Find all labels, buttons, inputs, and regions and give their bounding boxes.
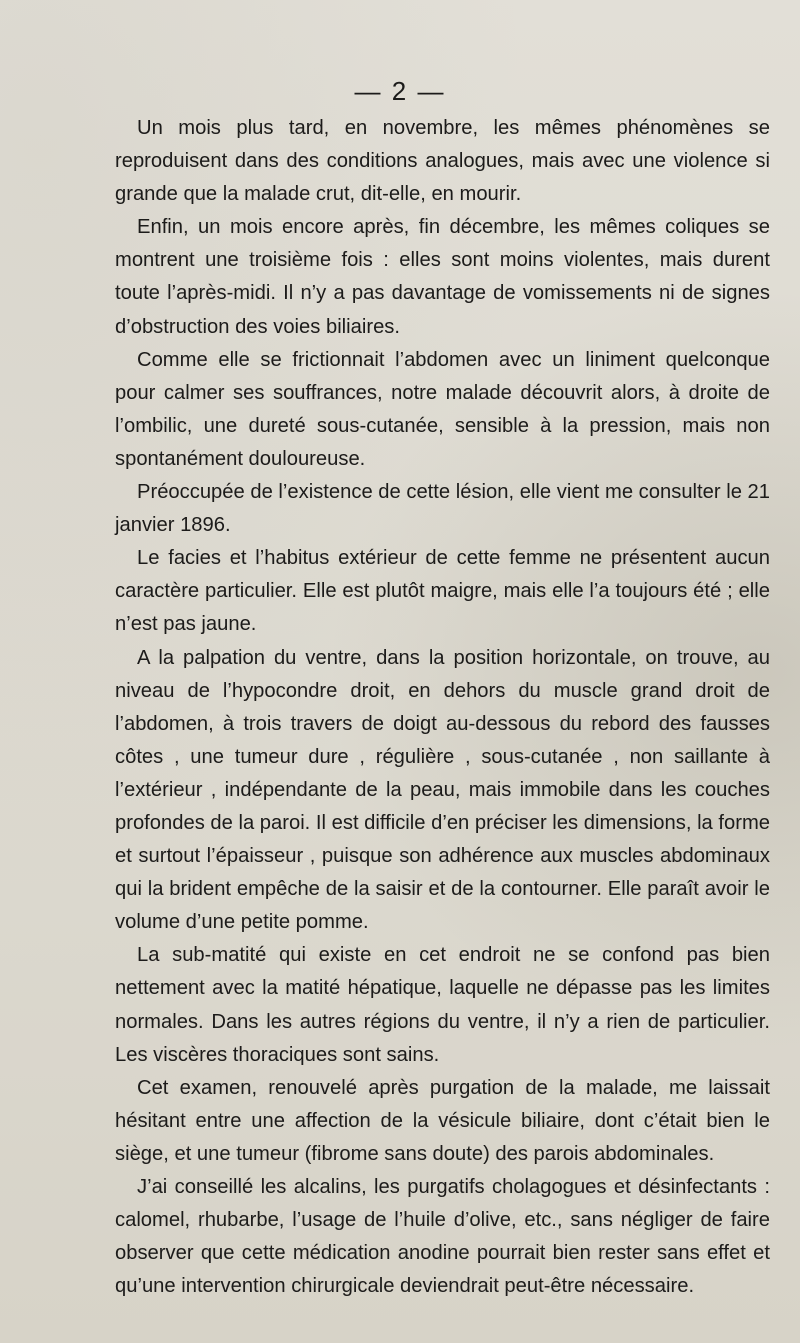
paragraph: Préoccupée de l’existence de cette lésion, elle vient me consulter le 21 janvier 1896. — [115, 481, 770, 537]
paragraph: La sub-matité qui existe en cet endroit ne se confond pas bien nettement avec la matité hépatique, laquelle ne dépasse pas les limites normales. Dans les autres régions du ventre, il n’y a rien de particulier. Les viscères thoraciques sont sains. — [115, 944, 770, 1066]
paragraph: Un mois plus tard, en novembre, les mêmes phénomènes se reproduisent dans des conditions analogues, mais avec une violence si grande que la malade crut, dit-elle, en mourir. — [115, 117, 770, 206]
page-number: — 2 — — [354, 76, 446, 106]
paragraph: A la palpation du ventre, dans la position horizontale, on trouve, au niveau de l’hypocondre droit, en dehors du muscle grand droit de l’abdomen, à trois travers de doigt au-dessous du rebord des fausses côtes , une tumeur dure , régulière , sous-cutanée , non saillante à l’extérieur , indépendante de la peau, mais immobile dans les couches profondes de la paroi. Il est difficile d’en préciser les dimensions, la forme et surtout l’épaisseur , puisque son adhérence aux muscles abdominaux qui la brident empêche de la saisir et de la contourner. Elle paraît avoir le volume d’une petite pomme. — [115, 646, 770, 934]
paragraph: J’ai conseillé les alcalins, les purgatifs cholagogues et désinfectants : calomel, rhubarbe, l’usage de l’huile d’olive, etc., sans négliger de faire observer que cette médication anodine pourrait bien rester sans effet et qu’une intervention chirurgicale deviendrait peut-être nécessaire. — [115, 1176, 770, 1298]
paragraph: Enfin, un mois encore après, fin décembre, les mêmes coliques se montrent une troisième fois : elles sont moins violentes, mais durent toute l’après-midi. Il n’y a pas davantage de vomissements ni de signes d’obstruction des voies biliaires. — [115, 216, 770, 338]
paragraph: Cet examen, renouvelé après purgation de la malade, me laissait hésitant entre une affection de la vésicule biliaire, dont c’était bien le siège, et une tumeur (fibrome sans doute) des parois abdominales. — [115, 1076, 770, 1165]
body-text — [115, 112, 770, 1303]
paragraph: Comme elle se frictionnait l’abdomen avec un liniment quelconque pour calmer ses souffrances, notre malade découvrit alors, à droite de l’ombilic, une dureté sous-cutanée, sensible à la pression, mais non spontanément douloureuse. — [115, 348, 770, 470]
paragraph: Le facies et l’habitus extérieur de cette femme ne présentent aucun caractère particulier. Elle est plutôt maigre, mais elle l’a toujours été ; elle n’est pas jaune. — [115, 547, 770, 636]
